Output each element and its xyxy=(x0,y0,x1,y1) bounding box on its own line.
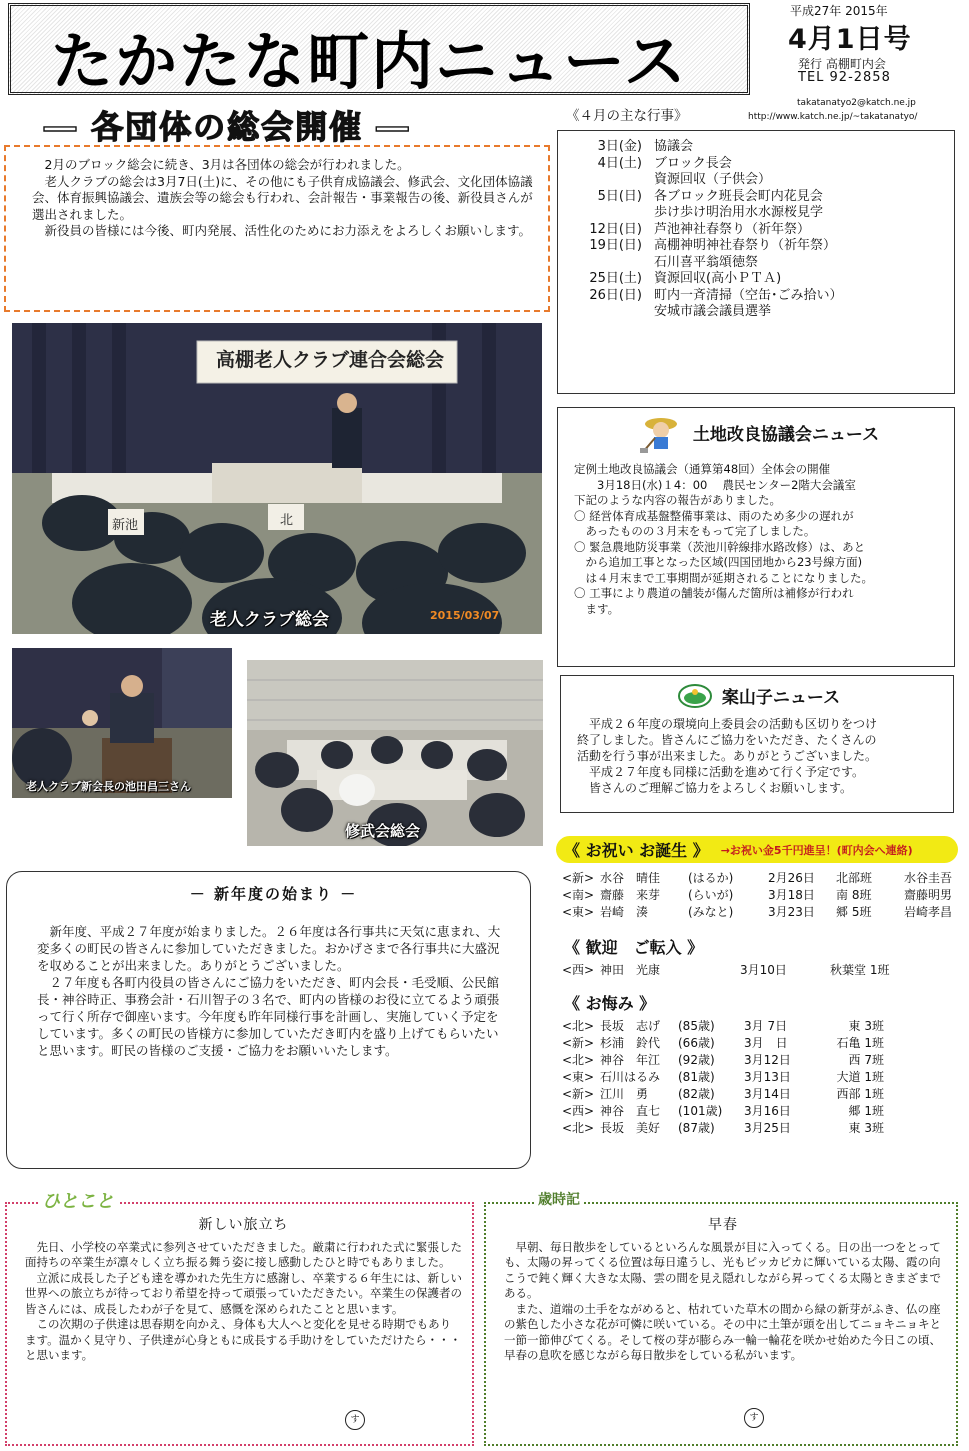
scarecrow-line: 平成２７年度も同様に活動を進めて行く予定です。 xyxy=(589,765,865,779)
issue-era: 平成27年 2015年 xyxy=(790,4,888,18)
photo-caption-new-chairman: 老人クラブ新会長の池田昌三さん xyxy=(26,780,191,793)
welcome-title: 《 歓迎 ご転入 》 xyxy=(564,938,704,957)
events-heading: 《４月の主な行事》 xyxy=(566,108,688,124)
land-line: は４月末まで工事期間が延期されることになりました。 xyxy=(574,570,873,585)
land-line: 3月18日(水)１4：00 農民センター2階大会議室 xyxy=(574,477,856,492)
event-item: 歩け歩け明治用水水源桜見学 xyxy=(654,205,824,220)
photo-new-chairman xyxy=(12,648,232,798)
land-line: から追加工事となった区域(四国団地から23号線方面) xyxy=(574,555,863,569)
birth-row: <南> 齋藤 来芽 (らいが) 3月18日 南 8班 齋藤明男 xyxy=(562,888,953,902)
condolence-row: <北> 長坂 志げ (85歳) 3月 7日 東 3班 xyxy=(562,1019,884,1033)
event-item: 安城市議会議員選挙 xyxy=(654,304,772,319)
hitokoto-paragraph: この次期の子供達は思春期を向かえ、身体も大人へと変化を見せる時期でもあります。温かく見守り、子供達が心身ともに成長する手助けをしていただけたら・・・と思います。 xyxy=(25,1317,462,1362)
condolence-row: <北> 長坂 美好 (87歳) 3月25日 東 3班 xyxy=(562,1121,884,1135)
saijiki-title: 早春 xyxy=(708,1217,738,1233)
celebration-note: →お祝い金5千円進呈！(町内会へ連絡) xyxy=(720,843,913,857)
newsletter-title: たかたな町内ニュース xyxy=(51,25,688,98)
new-fiscal-year-title: － 新年度の始まり － xyxy=(189,885,358,903)
hitokoto-title: 新しい旅立ち xyxy=(198,1217,289,1233)
event-item: 3日(金) 協議会 xyxy=(597,139,694,154)
saijiki-signature: す xyxy=(744,1408,764,1428)
saijiki-label: 歳時記 xyxy=(534,1189,584,1209)
farmer-mascot-icon xyxy=(639,414,683,459)
celebration-header xyxy=(556,836,958,863)
scarecrow-line: 終了しました。皆さんにご協力をいただき、たくさんの xyxy=(577,733,877,747)
scarecrow-title-row xyxy=(577,680,941,716)
hitokoto-paragraph: 先日、小学校の卒業式に参列させていただきました。厳粛に行われた式に緊張した面持ちの卒業生が凛々しく立ち振る舞う姿に接し感動したひと時でもありました。 xyxy=(25,1239,462,1269)
event-item: 25日(土) 資源回収(高小ＰＴＡ) xyxy=(589,271,782,286)
photo-banner-text: 高棚老人クラブ連合会総会 xyxy=(215,349,444,371)
event-item: 12日(日) 芦池神社春祭り（祈年祭） xyxy=(589,221,811,237)
scarecrow-line: 皆さんのご理解ご協力をよろしくお願いします。 xyxy=(589,781,853,795)
meetings-banner: ― 各団体の総会開催 ― xyxy=(44,108,411,146)
land-title-row xyxy=(574,416,944,456)
land-improvement-news xyxy=(557,407,955,667)
celebration-title: 《 お祝い お誕生 》 xyxy=(564,841,709,860)
event-item: 4日(土) ブロック長会 xyxy=(597,155,732,171)
new-fiscal-year-paragraph: ２７年度も各町内役員の皆さんにご協力をいただき、町内会長・毛受順、公民館長・神谷時正、事務会計・石川智子の３名で、町内の皆様のお役に立てるよう頑張って行く所存で御座います。今年度も昨年同様行事を計画し、実施していく予定をしています。多くの町民の皆様方に参加していただき町内を盛り上げてもらいたいと思います。町民の皆様のご支援・ご協力をお願いいたします。 xyxy=(37,975,500,1058)
publisher: 発行 高棚町内会 xyxy=(798,57,886,71)
new-fiscal-year-paragraph: 新年度、平成２７年度が始まりました。２６年度は各行事共に天気に恵まれ、大変多くの町民の皆さんに参加していただきました。おかげさまで各行事共に大盛況を収めることが出来ました。ありがとうございました。 xyxy=(37,924,501,973)
scarecrow-news-title: 案山子ニュース xyxy=(721,688,841,708)
land-news-title: 土地改良協議会ニュース xyxy=(692,425,880,446)
event-item: 26日(日) 町内一斉清掃（空缶･ごみ拾い） xyxy=(589,287,843,303)
photo-date-stamp: 2015/03/07 xyxy=(430,609,500,622)
condolence-row: <新> 江川 勇 (82歳) 3月14日 西部 1班 xyxy=(562,1087,884,1101)
hitokoto-paragraph: 立派に成長した子ども達を導かれた先生方に感謝し、卒業する６年生には、新しい世界への旅立ちが待っており希望を持って頑張っていただきたい。卒業生の保護者の皆さんには、成長したわが子を見て、感慨を深められたことと思います。 xyxy=(25,1270,462,1316)
website-url[interactable]: http://www.katch.ne.jp/~takatanatyo/ xyxy=(748,112,918,122)
event-item: 石川喜平翁頌徳祭 xyxy=(654,254,759,270)
saijiki-paragraph: また、道端の土手をながめると、枯れていた草木の間から緑の新芽がふき、仏の座の紫色した小さな花が可憐に咲いている。その中に土筆が頭を出してニョキニョキと一節一節伸びてくる。そして桜の芽が膨らみ一輪一輪花を咲かせ始めた今日この頃、早春の息吹を感じながら毎日散歩をしている私がいます。 xyxy=(504,1301,941,1362)
meetings-paragraph: 2月のブロック総会に続き、3月は各団体の総会が行われました。 xyxy=(44,157,410,172)
scarecrow-news xyxy=(560,675,954,813)
masthead xyxy=(8,3,750,98)
condolence-title: 《 お悔み 》 xyxy=(564,994,656,1013)
condolence-row: <北> 神谷 年江 (92歳) 3月12日 西 7班 xyxy=(562,1053,884,1067)
new-fiscal-year-box xyxy=(6,871,531,1169)
land-line: ます。 xyxy=(574,601,620,616)
event-item: 資源回収（子供会） xyxy=(654,172,772,187)
land-line: 下記のような内容の報告がありました。 xyxy=(574,493,781,507)
land-line: あったものの３月末をもって完了しました。 xyxy=(574,524,816,538)
saijiki-column xyxy=(484,1202,958,1446)
photo-caption-senior-club: 老人クラブ総会 xyxy=(210,610,329,630)
scarecrow-line: 平成２６年度の環境向上委員会の活動も区切りをつけ xyxy=(589,717,878,731)
meetings-paragraph: 老人クラブの総会は3月7日(土)に、その他にも子供育成協議会、修武会、文化団体協議会、体育振興協議会、遺族会等の総会も行われ、会計報告・事業報告の後、新役員さんが選出されました。 xyxy=(32,173,533,222)
scarecrow-line: 活動を行う事が出来ました。ありがとうございました。 xyxy=(577,749,878,763)
condolence-row: <東> 石川はるみ (81歳) 3月13日 大道 1班 xyxy=(562,1070,884,1084)
telephone: TEL 92-2858 xyxy=(798,70,891,85)
photo-sign-shinike: 新池 xyxy=(112,518,139,533)
hitokoto-column xyxy=(5,1202,474,1446)
photo-sign-kita: 北 xyxy=(280,513,294,528)
issue-number: 4月1日号 xyxy=(788,24,912,55)
meetings-intro-box xyxy=(4,145,550,312)
condolence-row: <西> 神谷 直七 (101歳) 3月16日 郷 1班 xyxy=(562,1104,884,1118)
land-line: 〇 緊急農地防災事業（茨池川幹線排水路改修）は、あと xyxy=(574,539,866,554)
welcome-row: <西> 神田 光康 3月10日 秋葉堂 1班 xyxy=(562,963,890,977)
land-line: 〇 工事により農道の舗装が傷んだ箇所は補修が行われ xyxy=(574,586,854,600)
photo-caption-shubukai: 修武会総会 xyxy=(345,822,421,840)
land-line: 定例土地改良協議会（通算第48回）全体会の開催 xyxy=(574,462,831,476)
land-line: 〇 経営体育成基盤整備事業は、雨のため多少の遅れが xyxy=(574,508,854,523)
saijiki-paragraph: 早朝、毎日散歩をしているといろんな風景が目に入ってくる。日の出一つをとっても、太陽の昇ってくる位置は毎日違うし、光もピッカピカに輝いている太陽、霞の向こうで鈍く輝く大きな太陽、雲の間を見え隠れしながら昇ってくる太陽ときまざまである。 xyxy=(504,1239,941,1300)
photo-senior-club-meeting xyxy=(12,323,542,634)
birth-row: <新> 水谷 晴佳 (はるか) 2月26日 北部班 水谷圭吾 xyxy=(562,871,953,885)
notices-column xyxy=(562,870,957,1137)
event-item: 19日(日) 高棚神明神社春祭り（祈年祭） xyxy=(589,238,837,253)
email-address[interactable]: takatanatyo2@katch.ne.jp xyxy=(797,98,916,108)
events-list xyxy=(557,130,955,394)
hitokoto-label: ひとこと xyxy=(38,1187,118,1213)
scarecrow-logo-icon xyxy=(678,684,712,712)
birth-row: <東> 岩崎 湊 (みなと) 3月23日 郷 5班 岩崎孝昌 xyxy=(562,905,953,919)
photo-shubukai-meeting xyxy=(247,660,543,846)
event-item: 5日(日) 各ブロック班長会町内花見会 xyxy=(597,188,823,204)
hitokoto-signature: す xyxy=(345,1410,365,1430)
meetings-paragraph: 新役員の皆様には今後、町内発展、活性化のためにお力添えをよろしくお願いします。 xyxy=(44,223,532,238)
condolence-row: <新> 杉浦 鈴代 (66歳) 3月 日 石亀 1班 xyxy=(562,1036,884,1050)
